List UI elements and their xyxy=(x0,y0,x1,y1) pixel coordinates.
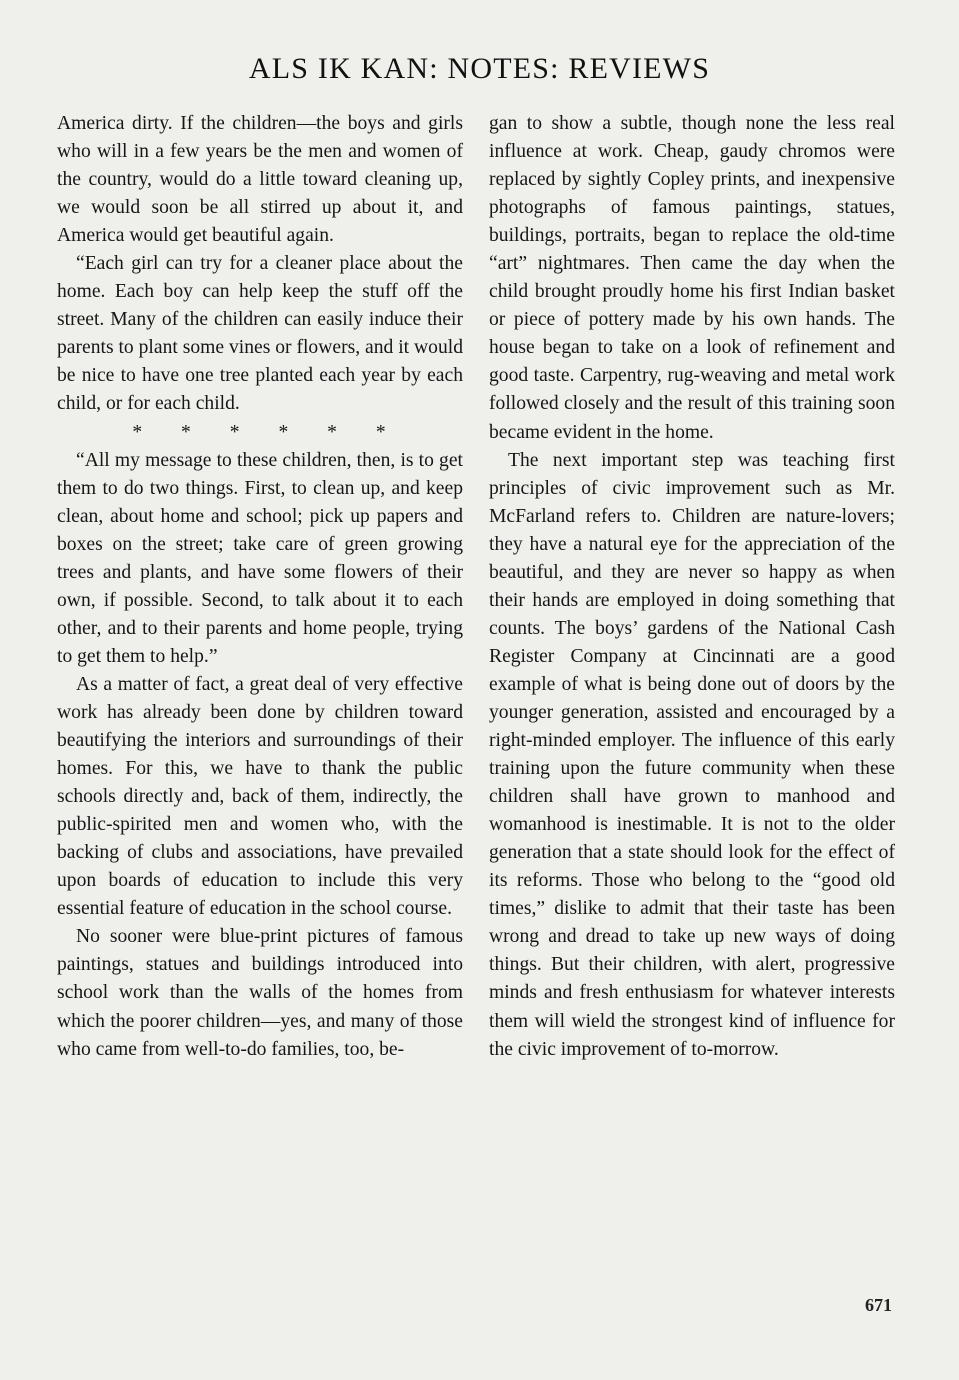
section-break-asterisks: * * * * * * xyxy=(132,421,388,443)
left-column xyxy=(57,110,463,1064)
paragraph: No sooner were blue-print pictures of famous paintings, statues and buildings introduced into school work than the walls of the homes from which the poorer children—yes, and many of those who came from well-to-do families, too, be- xyxy=(57,926,463,1060)
paragraph: America dirty. If the children—the boys and girls who will in a few years be the men and women of the country, would do a little toward cleaning up, we would soon be all stirred up about it, and America would get beautiful again. xyxy=(57,113,463,247)
page-number: 671 xyxy=(865,1295,892,1315)
running-header: ALS IK KAN: NOTES: REVIEWS xyxy=(248,52,711,85)
paragraph: “Each girl can try for a cleaner place about the home. Each boy can help keep the stuff off the street. Many of the children can easily induce their parents to plant some vines or flowers, and it would be nice to have one tree planted each year by each child, or for each child. xyxy=(57,253,463,415)
right-column xyxy=(489,110,895,1064)
paragraph: gan to show a subtle, though none the less real influence at work. Cheap, gaudy chromos were replaced by sightly Copley prints, and inexpensive photographs of famous paintings, statues, buildings, portraits, began to replace the old-time “art” nightmares. Then came the day when the child brought proudly home his first Indian basket or piece of pottery made by his own hands. The house began to take on a look of refinement and good taste. Carpentry, rug-weaving and metal work followed closely and the result of this training soon became evident in the home. xyxy=(489,113,895,443)
paragraph: As a matter of fact, a great deal of very effective work has already been done by children toward beautifying the interiors and surroundings of their homes. For this, we have to thank the public schools directly and, back of them, indirectly, the public-spirited men and women who, with the backing of clubs and associations, have prevailed upon boards of education to include this very essential feature of education in the school course. xyxy=(57,673,463,920)
paragraph: The next important step was teaching first principles of civic improvement such as Mr. McFarland refers to. Children are nature-lovers; they have a natural eye for the appreciation of the beautiful, and they are never so happy as when their hands are employed in doing something that counts. The boys’ gardens of the National Cash Register Company at Cincinnati are a good example of what is being done out of doors by the younger generation, assisted and encouraged by a right-minded employer. The influence of this early training upon the future community when these children shall have grown to manhood and womanhood is inestimable. It is not to the older generation that a state should look for the effect of its reforms. Those who belong to the “good old times,” dislike to admit that their taste has been wrong and dread to take up new ways of doing things. But their children, with alert, progressive minds and fresh enthusiasm for whatever interests them will wield the strongest kind of influence for the civic improvement of to-morrow. xyxy=(489,449,895,1060)
paragraph: “All my message to these children, then, is to get them to do two things. First, to clean up, and keep clean, about home and school; pick up papers and boxes on the street; take care of green growing trees and plants, and have some flowers of their own, if possible. Second, to talk about it to each other, and to their parents and home people, trying to get them to help.” xyxy=(57,449,463,667)
